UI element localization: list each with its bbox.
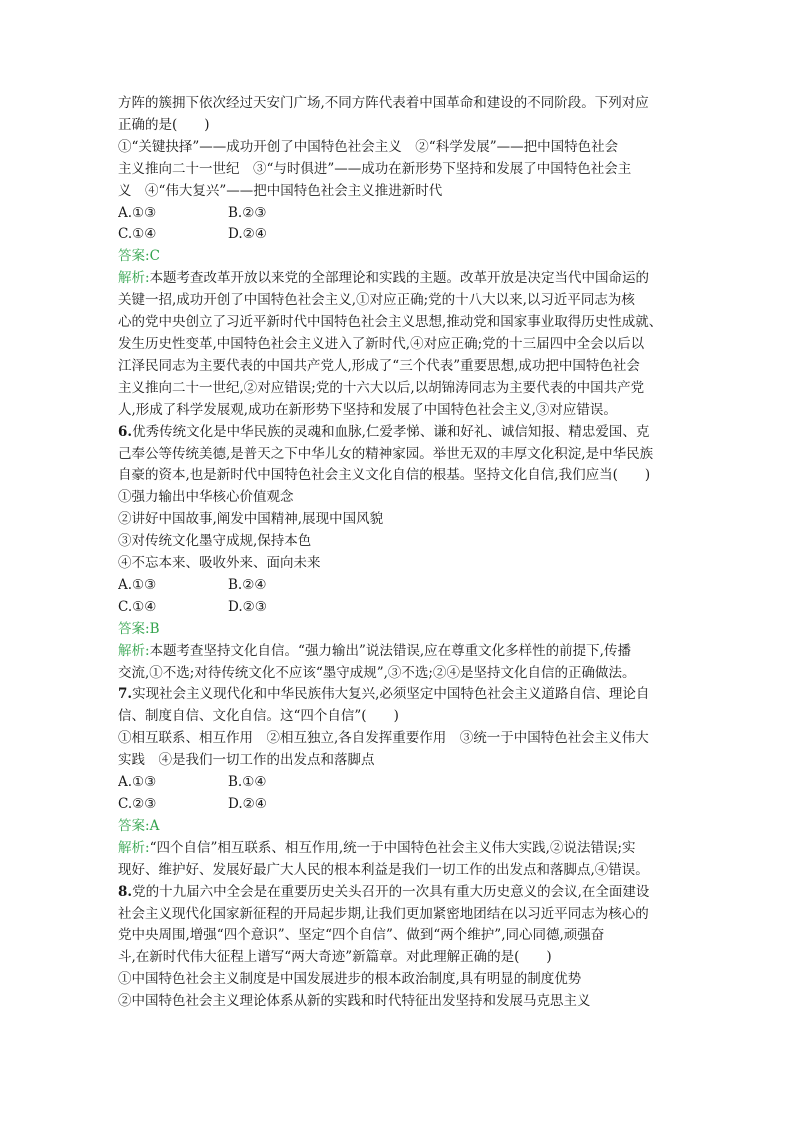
option-c: C.②③ <box>118 796 157 812</box>
option-d: D.②③ <box>228 598 267 615</box>
text-line <box>118 422 734 444</box>
text-line: 己奉公等传统美德,是普天之下中华儿女的精神家园。举世无双的丰厚文化积淀,是中华民族 <box>118 445 654 462</box>
analysis-label: 解析: <box>118 642 150 659</box>
q5-analysis <box>118 268 734 421</box>
option-c: C.①④ <box>118 598 157 615</box>
text-line: 关键一招,成功开创了中国特色社会主义,①对应正确;党的十八大以来,以习近平同志为核 <box>118 292 635 309</box>
option-d: D.②④ <box>228 796 267 812</box>
q6-stem <box>118 422 734 575</box>
q6-options-row-2 <box>118 597 734 619</box>
text-line: 主义推向二十一世纪,②对应错误;党的十六大以后,以胡锦涛同志为主要代表的中国共产党 <box>118 379 645 396</box>
text-line: 党中央周围,增强“四个意识”、坚定“四个自信”、做到“两个维护”,同心同德,顽强奋 <box>118 927 605 944</box>
answer-value: C <box>149 248 160 265</box>
option-a: A.①③ <box>118 774 157 791</box>
analysis-text: 本题考查坚持文化自信。“强力输出”说法错误,应在尊重文化多样性的前提下,传播 <box>149 642 631 659</box>
analysis-label: 解析: <box>118 839 150 856</box>
statement-item: ②讲好中国故事,阐发中国精神,展现中国风貌 <box>118 511 384 528</box>
text-line: 交流,①不选;对待传统文化不应该“墨守成规”,③不选;②④是坚持文化自信的正确做法。 <box>118 664 636 681</box>
q7-analysis <box>118 838 734 882</box>
text-line: 正确的是( ) <box>118 116 210 133</box>
option-a: A.①③ <box>118 576 157 593</box>
answer-value: A <box>149 817 160 834</box>
q7-options-row-1 <box>118 772 734 794</box>
text-line <box>118 268 734 290</box>
q5-options-row-2 <box>118 224 734 246</box>
stem-text: 党的十九届六中全会是在重要历史关头召开的一次具有重大历史意义的会议,在全面建设 <box>132 883 650 900</box>
text-line: 发生历史性变革,中国特色社会主义进入了新时代,④对应正确;党的十三届四中全会以后以 <box>118 335 645 352</box>
question-number: 7. <box>118 686 133 703</box>
option-b: B.②④ <box>228 576 267 593</box>
statement-item: ④不忘本来、吸收外来、面向未来 <box>118 555 321 572</box>
text-line <box>118 882 734 904</box>
text-line: 社会主义现代化国家新征程的开局起步期,让我们更加紧密地团结在以习近平同志为核心的 <box>118 905 649 922</box>
text-line: 心的党中央创立了习近平新时代中国特色社会主义思想,推动党和国家事业取得历史性成就、 <box>118 314 663 331</box>
text-line: 自豪的资本,也是新时代中国特色社会主义文化自信的根基。坚持文化自信,我们应当( ) <box>118 467 651 484</box>
q7-answer <box>118 816 734 838</box>
text-line: 信、制度自信、文化自信。这“四个自信”( ) <box>118 708 399 725</box>
q5-options-row-1 <box>118 203 734 225</box>
text-line: ①“关键抉择”——成功开创了中国特色社会主义 ②“科学发展”——把中国特色社会 <box>118 138 619 155</box>
stem-text: 优秀传统文化是中华民族的灵魂和血脉,仁爱孝悌、谦和好礼、诚信知报、精忠爱国、克 <box>132 423 650 440</box>
statement-item: ①中国特色社会主义制度是中国发展进步的根本政治制度,具有明显的制度优势 <box>118 971 582 988</box>
answer-label: 答案: <box>118 248 150 265</box>
q6-answer <box>118 619 734 641</box>
analysis-text: “四个自信”相互联系、相互作用,统一于中国特色社会主义伟大实践,②说法错误;实 <box>149 839 636 856</box>
text-line: 江泽民同志为主要代表的中国共产党人,形成了“三个代表”重要思想,成功把中国特色社会 <box>118 357 640 374</box>
text-line: 义 ④“伟大复兴”——把中国特色社会主义推进新时代 <box>118 182 443 199</box>
q7-stem <box>118 684 734 772</box>
option-d: D.②④ <box>228 226 267 243</box>
text-line: 方阵的簇拥下依次经过天安门广场,不同方阵代表着中国革命和建设的不同阶段。下列对应 <box>118 95 649 111</box>
analysis-label: 解析: <box>118 270 150 287</box>
text-line <box>118 838 734 860</box>
text-line: 斗,在新时代伟大征程上谱写“两大奇迹”新篇章。对此理解正确的是( ) <box>118 949 552 966</box>
option-b: B.①④ <box>228 774 267 791</box>
analysis-text: 本题考查改革开放以来党的全部理论和实践的主题。改革开放是决定当代中国命运的 <box>149 270 650 287</box>
statement-item: ①强力输出中华核心价值观念 <box>118 489 294 506</box>
text-line: 人,形成了科学发展观,成功在新形势下坚持和发展了中国特色社会主义,③对应错误。 <box>118 401 617 418</box>
stem-text: 实现社会主义现代化和中华民族伟大复兴,必须坚定中国特色社会主义道路自信、理论自 <box>132 686 650 703</box>
answer-label: 答案: <box>118 817 150 834</box>
q8-stem <box>118 882 734 1013</box>
statement-item: ③对传统文化墨守成规,保持本色 <box>118 533 312 550</box>
q6-options-row-1 <box>118 575 734 597</box>
statement-item: ②中国特色社会主义理论体系从新的实践和时代特征出发坚持和发展马克思主义 <box>118 993 591 1010</box>
question-number: 6. <box>118 423 133 440</box>
text-line: 实践 ④是我们一切工作的出发点和落脚点 <box>118 752 375 769</box>
question-number: 8. <box>118 883 133 900</box>
text-line: 主义推向二十一世纪 ③“与时俱进”——成功在新形势下坚持和发展了中国特色社会主 <box>118 160 632 177</box>
q7-options-row-2 <box>118 794 734 816</box>
option-a: A.①③ <box>118 204 157 221</box>
option-b: B.②③ <box>228 204 267 221</box>
text-line: 现好、维护好、发展好最广大人民的根本利益是我们一切工作的出发点和落脚点,④错误。 <box>118 861 649 878</box>
answer-label: 答案: <box>118 620 150 637</box>
text-line: ①相互联系、相互作用 ②相互独立,各自发挥重要作用 ③统一于中国特色社会主义伟大 <box>118 730 649 747</box>
text-line <box>118 641 734 663</box>
q6-analysis <box>118 641 734 685</box>
option-c: C.①④ <box>118 226 157 243</box>
q5-stem <box>118 93 734 203</box>
q5-answer <box>118 246 734 268</box>
text-line <box>118 684 734 706</box>
answer-value: B <box>149 620 160 637</box>
